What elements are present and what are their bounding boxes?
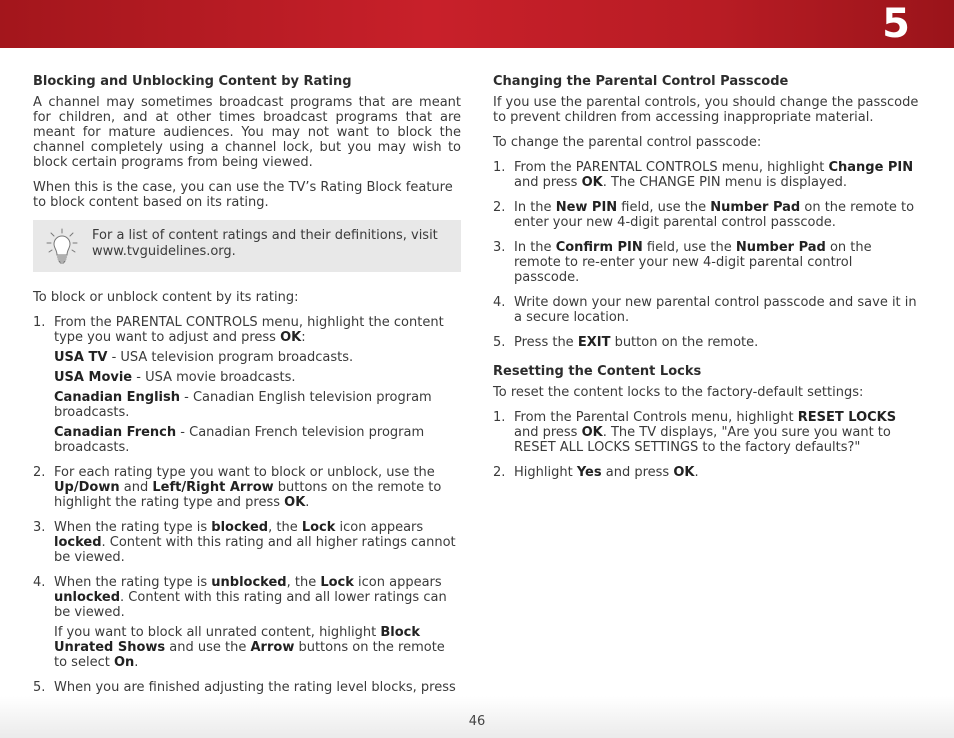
list-item (493, 410, 921, 455)
content-type-list (54, 350, 461, 455)
step-text: field, use the (642, 240, 736, 255)
step-text: . (134, 655, 139, 670)
term: Canadian French (54, 425, 177, 440)
step-text: In the (514, 200, 556, 215)
tip-box (33, 220, 461, 272)
step-text: From the PARENTAL CONTROLS menu, highlight (514, 160, 829, 175)
step-text: . (305, 495, 310, 510)
page-number: 46 (468, 714, 486, 729)
step-text: Press the (514, 335, 578, 350)
step-bold: Up/Down (54, 480, 120, 495)
list-item (493, 465, 921, 480)
step-bold: Yes (576, 465, 602, 480)
term: USA Movie (54, 370, 133, 385)
term-desc: - USA television program broadcasts. (107, 350, 354, 365)
list-item (493, 295, 921, 325)
step-bold: Change PIN (828, 160, 914, 175)
note-paragraph (54, 625, 461, 670)
content-type-item (54, 425, 461, 455)
step-text: icon appears (353, 575, 442, 590)
step-text: field, use the (617, 200, 711, 215)
step-bold: locked (54, 535, 102, 550)
step-text: When the rating type is (54, 575, 212, 590)
content-type-item (54, 370, 461, 385)
step-text: and use the (165, 640, 251, 655)
list-item (33, 575, 461, 670)
step-note (54, 625, 461, 670)
paragraph: To reset the content locks to the factory-default settings: (493, 385, 864, 400)
step-text: For each rating type you want to block or unblock, use the (54, 465, 435, 480)
step-text: If you want to block all unrated content, highlight (54, 625, 381, 640)
paragraph: To block or unblock content by its rating: (33, 290, 299, 305)
step-text: on the remote to enter your new 4-digit parental control passcode. (514, 200, 915, 230)
step-text: . Content with this rating and all lower ratings can be viewed. (54, 590, 447, 620)
step-number: 3. (33, 520, 46, 535)
step-text: button on the remote. (610, 335, 759, 350)
step-text: Highlight (514, 465, 577, 480)
lightbulb-icon (46, 228, 78, 264)
step-text: on the remote to re-enter your new 4-digit parental control passcode. (514, 240, 872, 285)
section-heading-rating: Blocking and Unblocking Content by Rating (33, 74, 352, 89)
step-number: 5. (33, 680, 46, 695)
term: USA TV (54, 350, 108, 365)
step-number: 1. (33, 315, 46, 330)
step-bold: Lock (301, 520, 336, 535)
reset-section (493, 364, 921, 480)
step-text: In the (514, 240, 556, 255)
step-text: . (694, 465, 699, 480)
step-number: 4. (33, 575, 46, 590)
step-text: When the rating type is (54, 520, 212, 535)
step-bold: Number Pad (710, 200, 801, 215)
paragraph: When this is the case, you can use the TV’s Rating Block feature to block content based on its rating. (33, 180, 453, 210)
step-text: and (119, 480, 153, 495)
content-type-item (54, 350, 461, 365)
tip-line: For a list of content ratings and their definitions, visit (92, 228, 438, 243)
left-column (33, 74, 461, 720)
list-item (33, 315, 461, 455)
step-number: 1. (493, 160, 506, 175)
section-heading-reset: Resetting the Content Locks (493, 364, 702, 379)
step-text: , the (268, 520, 302, 535)
step-number: 2. (33, 465, 46, 480)
content-type-item (54, 390, 461, 420)
step-number: 4. (493, 295, 506, 310)
header-bar (0, 0, 954, 48)
step-bold: EXIT (577, 335, 611, 350)
step-bold: Number Pad (735, 240, 826, 255)
step-text: From the Parental Controls menu, highlight (514, 410, 798, 425)
step-number: 5. (493, 335, 506, 350)
list-item (33, 465, 461, 510)
step-bold: Confirm PIN (555, 240, 643, 255)
list-item (493, 200, 921, 230)
list-item (493, 160, 921, 190)
step-text: buttons on the remote to select (54, 640, 445, 670)
step-text: . The TV displays, "Are you sure you want to RESET ALL LOCKS SETTINGS to the factory defaults?" (514, 425, 891, 455)
step-bold: OK (581, 175, 603, 190)
step-bold: OK (581, 425, 603, 440)
step-number: 1. (493, 410, 506, 425)
list-item (33, 520, 461, 565)
list-item (493, 240, 921, 285)
step-text: . Content with this rating and all higher ratings cannot be viewed. (54, 535, 456, 565)
tip-text (92, 228, 452, 260)
step-bold: Lock (320, 575, 354, 590)
step-text: When you are finished adjusting the rating level blocks, press (54, 680, 456, 695)
step-bold: unblocked (211, 575, 287, 590)
step-number: 2. (493, 200, 506, 215)
chapter-number: 5 (882, 1, 910, 47)
step-text: and press (514, 175, 582, 190)
step-text: : (301, 330, 306, 345)
step-bold: On (113, 655, 135, 670)
tip-link[interactable]: www.tvguidelines.org. (92, 244, 236, 259)
paragraph: A channel may sometimes broadcast programs that are meant for children, and at other times broadcast programs that are meant for mature audiences. You may not want to block the channel completely using a channel lock, but you may wish to block certain programs from being viewed. (33, 95, 461, 170)
step-number: 2. (493, 465, 506, 480)
step-bold: OK (673, 465, 695, 480)
step-text: and press (601, 465, 674, 480)
passcode-steps-list (493, 160, 921, 350)
right-column (493, 74, 921, 490)
step-text: icon appears (335, 520, 424, 535)
step-bold: New PIN (555, 200, 618, 215)
rating-steps-list (33, 315, 461, 710)
step-bold: OK (280, 330, 302, 345)
paragraph: If you use the parental controls, you should change the passcode to prevent children from accessing inappropriate material. (493, 95, 919, 125)
step-text: Write down your new parental control passcode and save it in a secure location. (514, 295, 917, 325)
step-bold: Block Unrated Shows (54, 625, 421, 655)
term: Canadian English (54, 390, 181, 405)
term-desc: - Canadian French television program broadcasts. (54, 425, 425, 455)
term-desc: - USA movie broadcasts. (132, 370, 296, 385)
reset-steps-list (493, 410, 921, 480)
term-desc: - Canadian English television program broadcasts. (54, 390, 432, 420)
step-text: , the (286, 575, 321, 590)
step-text: buttons on the remote to highlight the rating type and press (54, 480, 442, 510)
step-number: 3. (493, 240, 506, 255)
step-bold: blocked (211, 520, 269, 535)
step-text: and press (514, 425, 582, 440)
section-heading-passcode: Changing the Parental Control Passcode (493, 74, 789, 89)
list-item (493, 335, 921, 350)
step-bold: OK (284, 495, 306, 510)
paragraph: To change the parental control passcode: (493, 135, 762, 150)
step-text: From the PARENTAL CONTROLS menu, highlight the content type you want to adjust and press (54, 315, 444, 345)
step-bold: Arrow (250, 640, 295, 655)
step-text: . The CHANGE PIN menu is displayed. (602, 175, 848, 190)
step-bold: Left/Right Arrow (152, 480, 274, 495)
step-bold: unlocked (54, 590, 121, 605)
step-bold: RESET LOCKS (797, 410, 897, 425)
